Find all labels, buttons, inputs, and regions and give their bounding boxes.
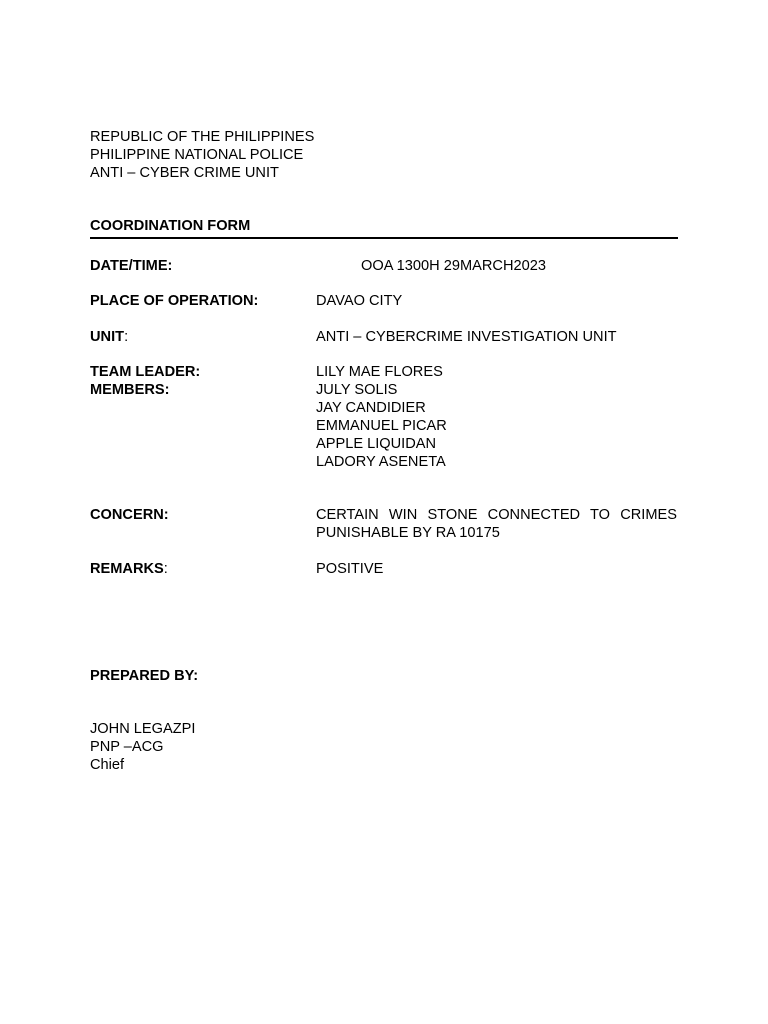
concern-value: CERTAIN WIN STONE CONNECTED TO CRIMES PUNISHABLE BY RA 10175 — [316, 507, 677, 541]
remarks-label-text: REMARKS — [90, 561, 164, 577]
form-title: COORDINATION FORM — [90, 218, 251, 234]
member-name: EMMANUEL PICAR — [316, 418, 447, 434]
place-label: PLACE OF OPERATION: — [90, 293, 259, 309]
unit-label-colon: : — [124, 329, 129, 345]
member-name: APPLE LIQUIDAN — [316, 436, 437, 452]
title-underline — [90, 237, 678, 239]
member-name: JULY SOLIS — [316, 382, 398, 398]
prepared-by-label: PREPARED BY: — [90, 668, 199, 684]
concern-label: CONCERN: — [90, 507, 169, 523]
letterhead-line-unit: ANTI – CYBER CRIME UNIT — [90, 165, 279, 181]
member-name: JAY CANDIDIER — [316, 400, 426, 416]
unit-value: ANTI – CYBERCRIME INVESTIGATION UNIT — [316, 329, 617, 345]
members-label: MEMBERS: — [90, 382, 170, 398]
date-time-label: DATE/TIME: — [90, 258, 173, 274]
date-time-value: OOA 1300H 29MARCH2023 — [361, 258, 546, 274]
signatory-name: JOHN LEGAZPI — [90, 721, 196, 737]
place-value: DAVAO CITY — [316, 293, 403, 309]
unit-label — [90, 328, 128, 346]
team-leader-name: LILY MAE FLORES — [316, 364, 443, 380]
remarks-value: POSITIVE — [316, 561, 384, 577]
member-name: LADORY ASENETA — [316, 454, 446, 470]
letterhead-line-pnp: PHILIPPINE NATIONAL POLICE — [90, 147, 304, 163]
signatory-block — [90, 720, 195, 774]
remarks-label-colon: : — [163, 561, 168, 577]
team-list — [316, 363, 447, 471]
remarks-label — [90, 560, 168, 578]
signatory-office: PNP –ACG — [90, 739, 164, 755]
signatory-position: Chief — [90, 757, 125, 773]
unit-label-text: UNIT — [90, 329, 125, 345]
team-leader-label: TEAM LEADER: — [90, 364, 201, 380]
letterhead-line-republic: REPUBLIC OF THE PHILIPPINES — [90, 129, 315, 145]
letterhead — [90, 128, 314, 182]
